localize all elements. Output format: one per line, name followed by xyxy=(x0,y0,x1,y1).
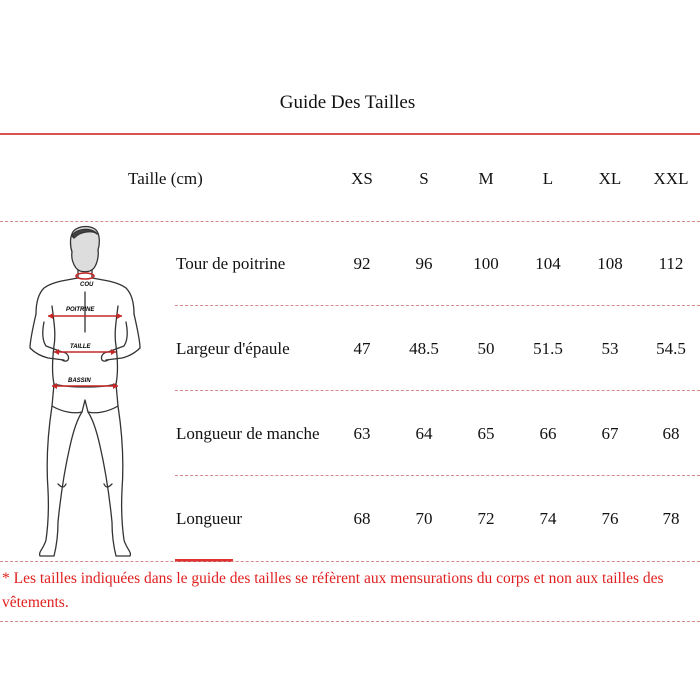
table-row xyxy=(0,504,700,534)
row-divider xyxy=(175,390,700,391)
value-cell: 70 xyxy=(415,509,433,528)
value-cell: 54.5 xyxy=(656,339,686,358)
size-l: L xyxy=(542,169,554,188)
value-cell: 112 xyxy=(658,254,684,273)
value-cell: 76 xyxy=(601,509,619,528)
value-cell: 51.5 xyxy=(533,339,563,358)
value-cell: 96 xyxy=(415,254,433,273)
size-guide-note: * Les tailles indiquées dans le guide des tailles se réfèrent aux mensurations du corps et non aux tailles des vêtements. xyxy=(2,570,664,611)
table-row xyxy=(0,419,700,449)
value-cell: 63 xyxy=(353,424,371,443)
label-neck: COU xyxy=(80,282,94,288)
value-cell: 50 xyxy=(477,339,495,358)
value-cell: 104 xyxy=(535,254,561,273)
value-cell: 100 xyxy=(473,254,499,273)
value-cell: 66 xyxy=(539,424,557,443)
size-xxl: XXL xyxy=(653,169,689,188)
value-cell: 48.5 xyxy=(409,339,439,358)
size-xs: XS xyxy=(351,169,373,188)
value-cell: 74 xyxy=(539,509,557,528)
value-cell: 92 xyxy=(353,254,371,273)
table-row xyxy=(0,334,700,364)
size-column-label: Taille (cm) xyxy=(128,169,203,188)
value-cell: 78 xyxy=(662,509,680,528)
size-xl: XL xyxy=(598,169,622,188)
label-hips: BASSIN xyxy=(68,378,91,384)
table-row xyxy=(0,249,700,279)
note-divider xyxy=(0,621,700,622)
row-label: Tour de poitrine xyxy=(176,254,286,273)
row-divider xyxy=(175,305,700,306)
label-waist: TAILLE xyxy=(70,344,91,350)
value-cell: 68 xyxy=(353,509,371,528)
page-title: Guide Des Tailles xyxy=(279,92,416,113)
size-s: S xyxy=(419,169,429,188)
value-cell: 53 xyxy=(601,339,619,358)
label-chest: POITRINE xyxy=(66,307,95,313)
value-cell: 68 xyxy=(662,424,680,443)
row-divider xyxy=(175,475,700,476)
top-divider xyxy=(0,133,700,135)
row-label: Largeur d'épaule xyxy=(176,339,290,358)
value-cell: 47 xyxy=(353,339,371,358)
value-cell: 72 xyxy=(477,509,495,528)
row-label: Longueur xyxy=(176,509,243,528)
value-cell: 65 xyxy=(477,424,495,443)
value-cell: 67 xyxy=(601,424,619,443)
row-label: Longueur de manche xyxy=(176,424,320,443)
footer-divider xyxy=(0,561,700,562)
value-cell: 64 xyxy=(415,424,433,443)
value-cell: 108 xyxy=(597,254,623,273)
table-header-row xyxy=(0,164,700,194)
size-m: M xyxy=(478,169,494,188)
